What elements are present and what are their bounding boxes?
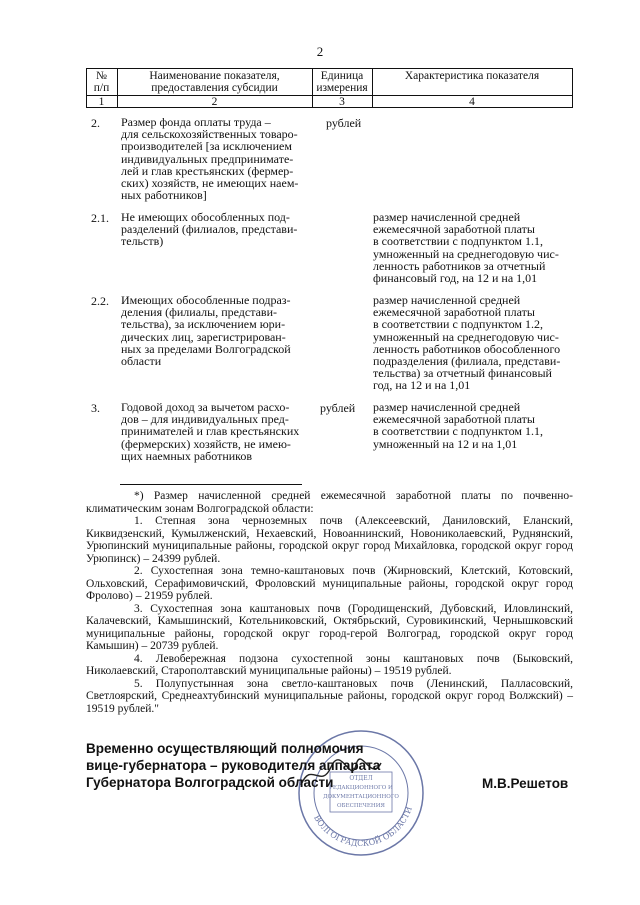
header-index-3: 3 bbox=[339, 96, 345, 108]
footnote bbox=[86, 490, 573, 715]
svg-text:ОТДЕЛ: ОТДЕЛ bbox=[349, 775, 373, 782]
row-3-unit: рублей bbox=[320, 401, 356, 415]
row-2-1-name: Не имеющих обособленных под- разделений (филиалов, представи- тельств) bbox=[121, 210, 298, 249]
header-index-2: 2 bbox=[211, 96, 218, 108]
row-2-2-number: 2.2. bbox=[91, 294, 109, 308]
row-2-name: Размер фонда оплаты труда – для сельскохозяйственных товаро- производителей [за исключением индивидуальных предпринимате- лей и глав крестьянских (фермер- ских) хозяйств, не имеющих наем- ных работников] bbox=[121, 115, 299, 203]
row-2-number: 2. bbox=[91, 116, 100, 130]
signature-name: М.В.Решетов bbox=[482, 776, 569, 791]
row-2-2-name: Имеющих обособленные подраз- деления (филиалы, представи- тельства), за исключением юри- дических лиц, зарегистрирован- ных за пределами Волгоградской области bbox=[121, 293, 291, 369]
header-num-line1: № bbox=[96, 70, 107, 82]
row-3-name: Годовой доход за вычетом расхо- дов – для индивидуальных пред- принимателей и глав крестьянских (фермерских) хозяйств, не имею- щих наемных работников bbox=[121, 400, 300, 463]
header-unit-line2: измерения bbox=[316, 82, 368, 94]
page-number: 2 bbox=[316, 44, 324, 59]
footnote-zone-5: 5. Полупустынная зона светло-каштановых почв (Ленинский, Палласовский, Светлоярский, Среднеахтубинский муниципальные районы, городской округ город Волжский) – 19519 рублей." bbox=[86, 677, 573, 715]
signature-title: Временно осуществляющий полномочия вице-губернатора – руководителя аппарата Губернатора Волгоградской области bbox=[86, 741, 381, 790]
header-name-line1: Наименование показателя, bbox=[149, 70, 280, 82]
row-2-2-desc: размер начисленной средней ежемесячной заработной платы в соответствии с подпунктом 1.2, умноженный на среднегодовую чис- ленность работников обособленного подразделения (филиала, представи- тельства) за отчетный финансовый год, на 12 и на 1,01 bbox=[373, 293, 561, 393]
table-header bbox=[86, 68, 572, 112]
header-num-line2: п/п bbox=[93, 82, 110, 94]
row-2-unit: рублей bbox=[326, 116, 362, 130]
header-name-line2: предоставления субсидии bbox=[151, 82, 278, 94]
header-index-1: 1 bbox=[98, 96, 105, 108]
svg-text:ВОЛГОГРАДСКОЙ ОБЛАСТИ: ВОЛГОГРАДСКОЙ ОБЛАСТИ bbox=[311, 805, 414, 849]
row-3-desc: размер начисленной средней ежемесячной заработной платы в соответствии с подпунктом 1.1, умноженный на 12 и на 1,01 bbox=[373, 400, 543, 451]
footnote-zone-3: 3. Сухостепная зона каштановых почв (Городищенский, Дубовский, Иловлинский, Калачевский, Камышинский, Котельниковский, Октябрьский, Суровикинский, Чернышковский муниципальные районы, городской округ город-герой Волгоград, городской округ город Камышин) – 20739 рублей. bbox=[86, 602, 573, 652]
row-3-number: 3. bbox=[91, 401, 100, 415]
header-unit-line1: Единица bbox=[320, 70, 364, 82]
row-2-1-desc: размер начисленной средней ежемесячной заработной платы в соответствии с подпунктом 1.1, умноженный на среднегодовую чис- ленность работников за отчетный финансовый год, на 12 и на 1,01 bbox=[373, 210, 559, 286]
footnote-divider bbox=[120, 484, 302, 485]
svg-text:ДОКУМЕНТАЦИОННОГО: ДОКУМЕНТАЦИОННОГО bbox=[323, 794, 399, 800]
header-desc: Характеристика показателя bbox=[404, 70, 540, 82]
row-2-1-number: 2.1. bbox=[91, 211, 109, 225]
footnote-intro: *) Размер начисленной средней ежемесячной заработной платы по почвенно-климатическим зонам Волгоградской области: bbox=[86, 490, 573, 515]
footnote-zone-1: 1. Степная зона черноземных почв (Алексеевский, Даниловский, Еланский, Киквидзенский, Кумылженский, Нехаевский, Новоаннинский, Новониколаевский, Руднянский, Урюпинский муниципальные районы, городской округ город Михайловка, городской округ город Урюпинск) – 24399 рублей. bbox=[86, 515, 573, 565]
footnote-zone-2: 2. Сухостепная зона темно-каштановых почв (Жирновский, Клетский, Котовский, Ольховский, Серафимовичский, Фроловский муниципальные районы, городской округ город Фролово) – 21959 рублей. bbox=[86, 565, 573, 602]
header-index-4: 4 bbox=[469, 96, 475, 108]
svg-text:РЕДАКЦИОННОГО И: РЕДАКЦИОННОГО И bbox=[329, 785, 393, 791]
svg-text:ОБЕСПЕЧЕНИЯ: ОБЕСПЕЧЕНИЯ bbox=[337, 803, 385, 809]
footnote-zone-4: 4. Левобережная подзона сухостепной зоны каштановых почв (Быковский, Николаевский, Старополтавский муниципальные районы) – 19519 рублей. bbox=[86, 652, 573, 677]
